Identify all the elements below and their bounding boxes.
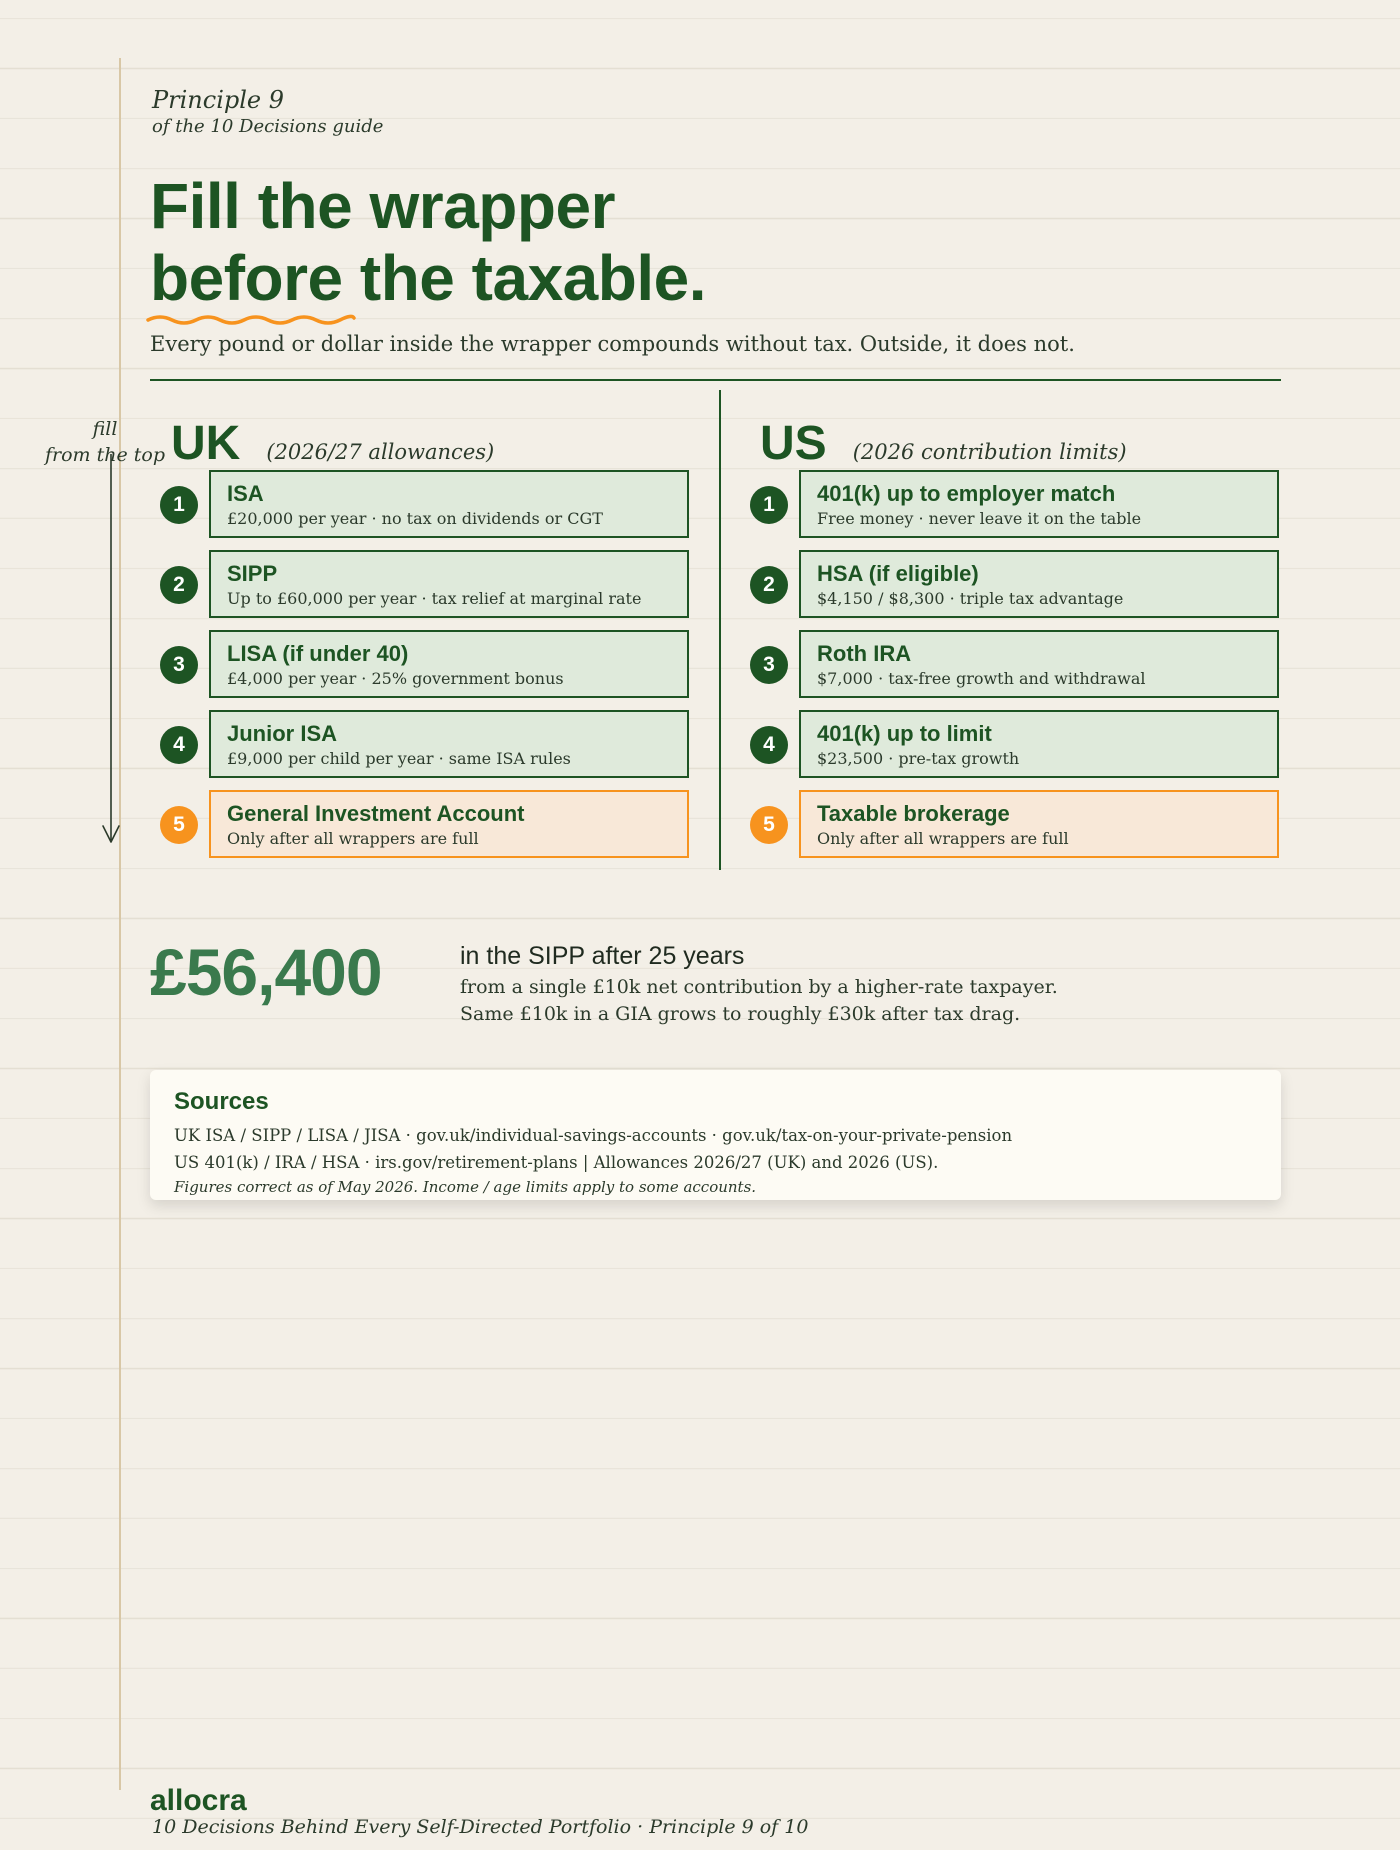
account-card xyxy=(209,790,689,858)
step-badge: 2 xyxy=(750,566,788,604)
uk-row-2 xyxy=(158,550,728,630)
account-detail: $4,150 / $8,300 · triple tax advantage xyxy=(817,589,1124,608)
account-title: 401(k) up to limit xyxy=(817,721,992,746)
uk-header xyxy=(171,416,494,471)
account-title: Roth IRA xyxy=(817,641,912,666)
stat-explanation-2: Same £10k in a GIA grows to roughly £30k after tax drag. xyxy=(460,1003,1021,1025)
principle-label: Principle 9 xyxy=(152,86,285,114)
account-detail: £9,000 per child per year · same ISA rules xyxy=(227,749,571,768)
us-header xyxy=(760,416,1127,471)
us-note: (2026 contribution limits) xyxy=(852,440,1127,464)
account-card xyxy=(209,630,689,698)
account-detail: Free money · never leave it on the table xyxy=(817,509,1142,528)
uk-label: UK xyxy=(171,417,241,470)
account-title: ISA xyxy=(227,481,264,506)
down-arrow-icon xyxy=(100,452,122,847)
account-title: Junior ISA xyxy=(227,721,338,746)
sources-title: Sources xyxy=(174,1088,269,1115)
stat-explanation-1: from a single £10k net contribution by a higher-rate taxpayer. xyxy=(460,976,1058,998)
account-card xyxy=(209,470,689,538)
account-card xyxy=(799,790,1279,858)
account-card xyxy=(799,630,1279,698)
us-list xyxy=(748,470,1318,870)
sources-card xyxy=(150,1070,1281,1200)
uk-row-3 xyxy=(158,630,728,710)
step-badge: 4 xyxy=(750,726,788,764)
us-row-3 xyxy=(748,630,1318,710)
fill-note-line-1: fill xyxy=(92,418,118,440)
us-row-2 xyxy=(748,550,1318,630)
step-badge: 3 xyxy=(160,646,198,684)
account-detail: Only after all wrappers are full xyxy=(227,829,479,848)
stat-headline: in the SIPP after 25 years xyxy=(460,942,745,970)
account-title: General Investment Account xyxy=(227,801,525,826)
account-card xyxy=(209,710,689,778)
uk-list xyxy=(158,470,728,870)
sources-uk: UK ISA / SIPP / LISA / JISA · gov.uk/individual-savings-accounts · gov.uk/tax-on-your-private-pension xyxy=(174,1126,1013,1145)
lede: Every pound or dollar inside the wrapper compounds without tax. Outside, it does not. xyxy=(150,332,1075,356)
account-title: HSA (if eligible) xyxy=(817,561,979,586)
account-title: 401(k) up to employer match xyxy=(817,481,1116,506)
squiggle-underline xyxy=(146,312,356,326)
title-line-2-rest: the taxable. xyxy=(342,242,706,314)
title-line-2 xyxy=(150,242,706,314)
divider-rule xyxy=(150,379,1281,381)
notebook-margin-line xyxy=(119,58,121,1790)
step-badge: 5 xyxy=(750,806,788,844)
step-badge: 2 xyxy=(160,566,198,604)
account-detail: $7,000 · tax-free growth and withdrawal xyxy=(817,669,1146,688)
fill-note-line-2: from the top xyxy=(44,444,165,466)
step-badge: 5 xyxy=(160,806,198,844)
step-badge: 1 xyxy=(750,486,788,524)
account-card xyxy=(209,550,689,618)
account-card xyxy=(799,550,1279,618)
title-line-1: Fill the wrapper xyxy=(150,170,615,242)
footer-tagline: 10 Decisions Behind Every Self-Directed Portfolio · Principle 9 of 10 xyxy=(152,1816,809,1838)
us-row-4 xyxy=(748,710,1318,790)
uk-row-1 xyxy=(158,470,728,550)
brand-logo: allocra xyxy=(150,1784,247,1817)
account-card xyxy=(799,470,1279,538)
account-detail: £20,000 per year · no tax on dividends or CGT xyxy=(227,509,603,528)
account-detail: Up to £60,000 per year · tax relief at marginal rate xyxy=(227,589,642,608)
step-badge: 1 xyxy=(160,486,198,524)
guide-label: of the 10 Decisions guide xyxy=(152,116,384,137)
us-row-1 xyxy=(748,470,1318,550)
sources-note: Figures correct as of May 2026. Income / age limits apply to some accounts. xyxy=(174,1178,757,1196)
title-emphasis-text: before xyxy=(150,242,343,314)
uk-row-4 xyxy=(158,710,728,790)
stat-value: £56,400 xyxy=(150,935,382,1009)
us-row-5 xyxy=(748,790,1318,870)
us-label: US xyxy=(760,417,827,470)
sources-us: US 401(k) / IRA / HSA · irs.gov/retirement-plans | Allowances 2026/27 (UK) and 2026 (US). xyxy=(174,1153,939,1172)
account-title: LISA (if under 40) xyxy=(227,641,409,666)
account-title: SIPP xyxy=(227,561,278,586)
account-detail: £4,000 per year · 25% government bonus xyxy=(227,669,564,688)
account-card xyxy=(799,710,1279,778)
step-badge: 3 xyxy=(750,646,788,684)
title-emphasis xyxy=(150,242,343,314)
account-detail: Only after all wrappers are full xyxy=(817,829,1069,848)
account-detail: $23,500 · pre-tax growth xyxy=(817,749,1020,768)
account-title: Taxable brokerage xyxy=(817,801,1010,826)
uk-note: (2026/27 allowances) xyxy=(266,440,495,464)
page-title xyxy=(150,170,706,314)
uk-row-5 xyxy=(158,790,728,870)
step-badge: 4 xyxy=(160,726,198,764)
